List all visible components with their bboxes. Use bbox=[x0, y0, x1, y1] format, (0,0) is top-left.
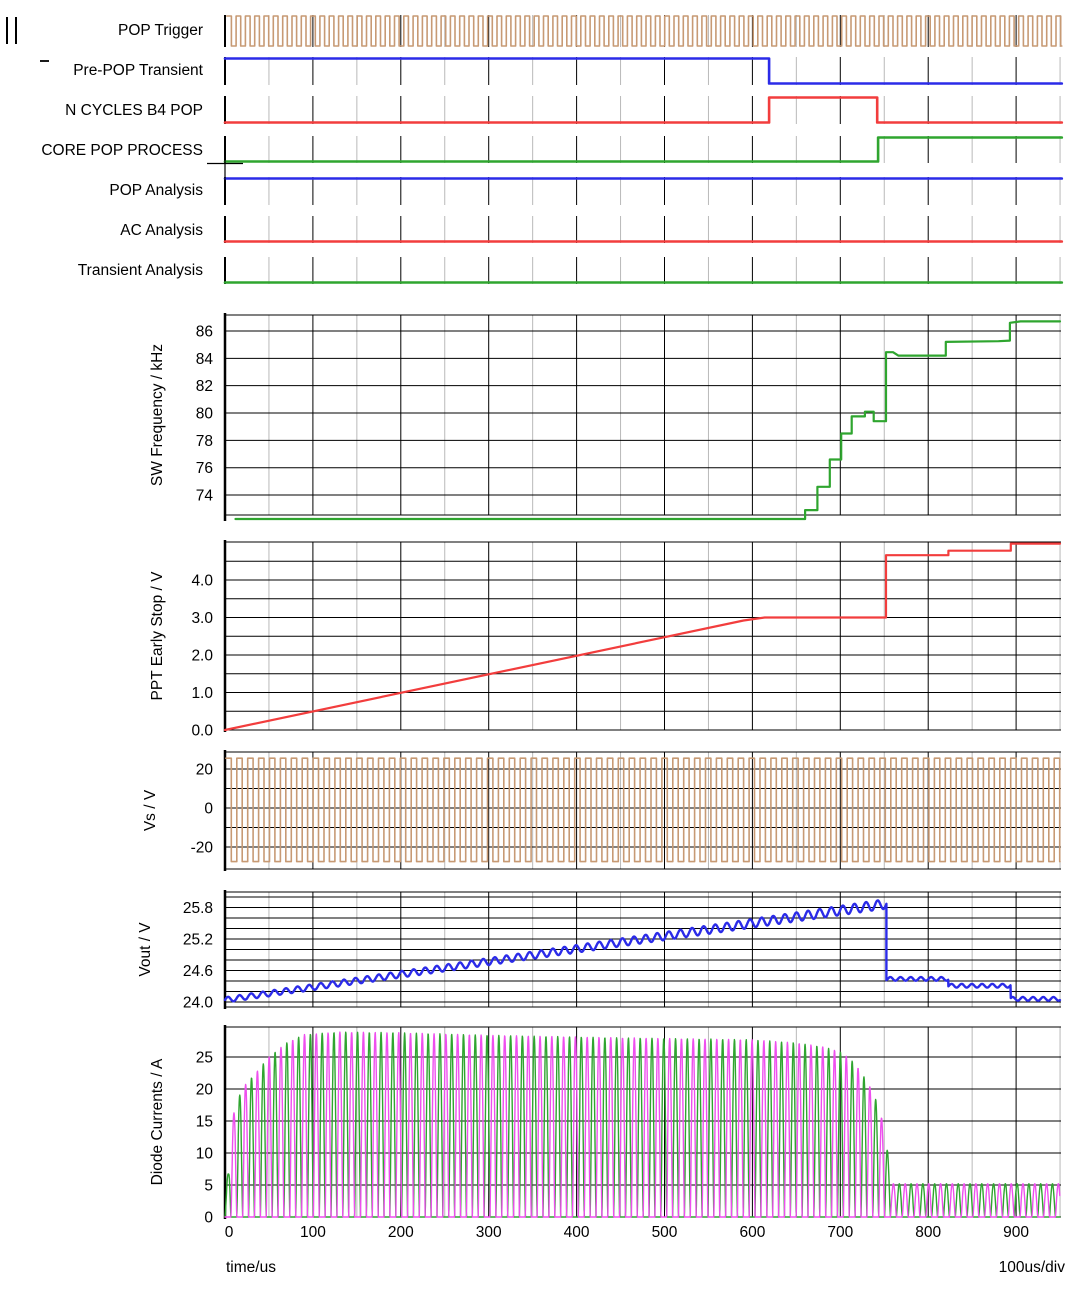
x-tick-label: 700 bbox=[827, 1224, 854, 1241]
y-tick-label: 4.0 bbox=[191, 572, 213, 590]
y-tick-label: 25.8 bbox=[182, 899, 213, 917]
y-axis-title: Vs / V bbox=[142, 789, 159, 832]
y-tick-label: 76 bbox=[195, 460, 213, 478]
x-tick-label: 100 bbox=[299, 1224, 326, 1241]
x-tick-label: 500 bbox=[651, 1224, 678, 1241]
y-axis-title: Vout / V bbox=[137, 922, 154, 977]
x-tick-label: 800 bbox=[915, 1224, 942, 1241]
trace-pop-trigger bbox=[227, 16, 1062, 46]
y-tick-label: 20 bbox=[195, 761, 213, 779]
y-tick-label: 80 bbox=[195, 405, 213, 423]
y-axis-title: Diode Currents / A bbox=[149, 1058, 166, 1186]
trace-vs bbox=[226, 758, 1060, 861]
trace-digital bbox=[225, 138, 1062, 162]
y-axis-title: PPT Early Stop / V bbox=[149, 571, 166, 701]
trace-label-ac-analysis[interactable]: AC Analysis bbox=[120, 222, 203, 239]
y-tick-label: 24.6 bbox=[182, 963, 213, 981]
y-tick-label: 0.0 bbox=[191, 722, 213, 740]
trace-digital bbox=[225, 98, 1062, 123]
trace-label-core-pop-process[interactable]: CORE POP PROCESS bbox=[41, 142, 203, 159]
y-tick-label: 10 bbox=[195, 1145, 213, 1163]
x-tick-label: 400 bbox=[563, 1224, 590, 1241]
trace-ppt-early-stop bbox=[225, 544, 1060, 730]
trace-label-pre-pop-transient[interactable]: Pre-POP Transient bbox=[73, 62, 203, 79]
y-tick-label: 5 bbox=[204, 1177, 213, 1195]
y-tick-label: 74 bbox=[195, 487, 213, 505]
y-tick-label: 0 bbox=[204, 1209, 213, 1227]
y-tick-label: 25.2 bbox=[182, 931, 213, 949]
trace-sw-frequency bbox=[236, 321, 1061, 519]
y-tick-label: 20 bbox=[195, 1081, 213, 1099]
trace-label-n-cycles-b4-pop[interactable]: N CYCLES B4 POP bbox=[65, 102, 203, 119]
y-tick-label: 82 bbox=[195, 378, 213, 396]
y-tick-label: 86 bbox=[195, 323, 213, 341]
y-tick-label: 0 bbox=[204, 800, 213, 818]
x-tick-label: 300 bbox=[475, 1224, 502, 1241]
y-axis-title: SW Frequency / kHz bbox=[149, 343, 166, 487]
y-tick-label: 84 bbox=[195, 350, 213, 368]
y-tick-label: 3.0 bbox=[191, 609, 213, 627]
x-axis-scale-label: 100us/div bbox=[998, 1259, 1065, 1276]
trace-label-pop-analysis[interactable]: POP Analysis bbox=[109, 182, 203, 199]
x-tick-label: 900 bbox=[1003, 1224, 1030, 1241]
y-tick-label: 78 bbox=[195, 432, 213, 450]
trace-vout bbox=[225, 900, 1060, 1001]
x-axis-unit-label: time/us bbox=[226, 1259, 276, 1276]
y-tick-label: -20 bbox=[190, 839, 213, 857]
y-tick-label: 2.0 bbox=[191, 647, 213, 665]
y-tick-label: 25 bbox=[195, 1049, 213, 1067]
x-tick-label: 0 bbox=[224, 1224, 234, 1241]
trace-digital bbox=[225, 59, 1062, 84]
y-tick-label: 1.0 bbox=[191, 684, 213, 702]
y-tick-label: 15 bbox=[195, 1113, 213, 1131]
trace-label-transient-analysis[interactable]: Transient Analysis bbox=[77, 262, 203, 279]
x-tick-label: 200 bbox=[387, 1224, 414, 1241]
x-tick-label: 600 bbox=[739, 1224, 766, 1241]
trace-label-pop-trigger[interactable]: POP Trigger bbox=[117, 22, 203, 39]
y-tick-label: 24.0 bbox=[182, 994, 213, 1012]
